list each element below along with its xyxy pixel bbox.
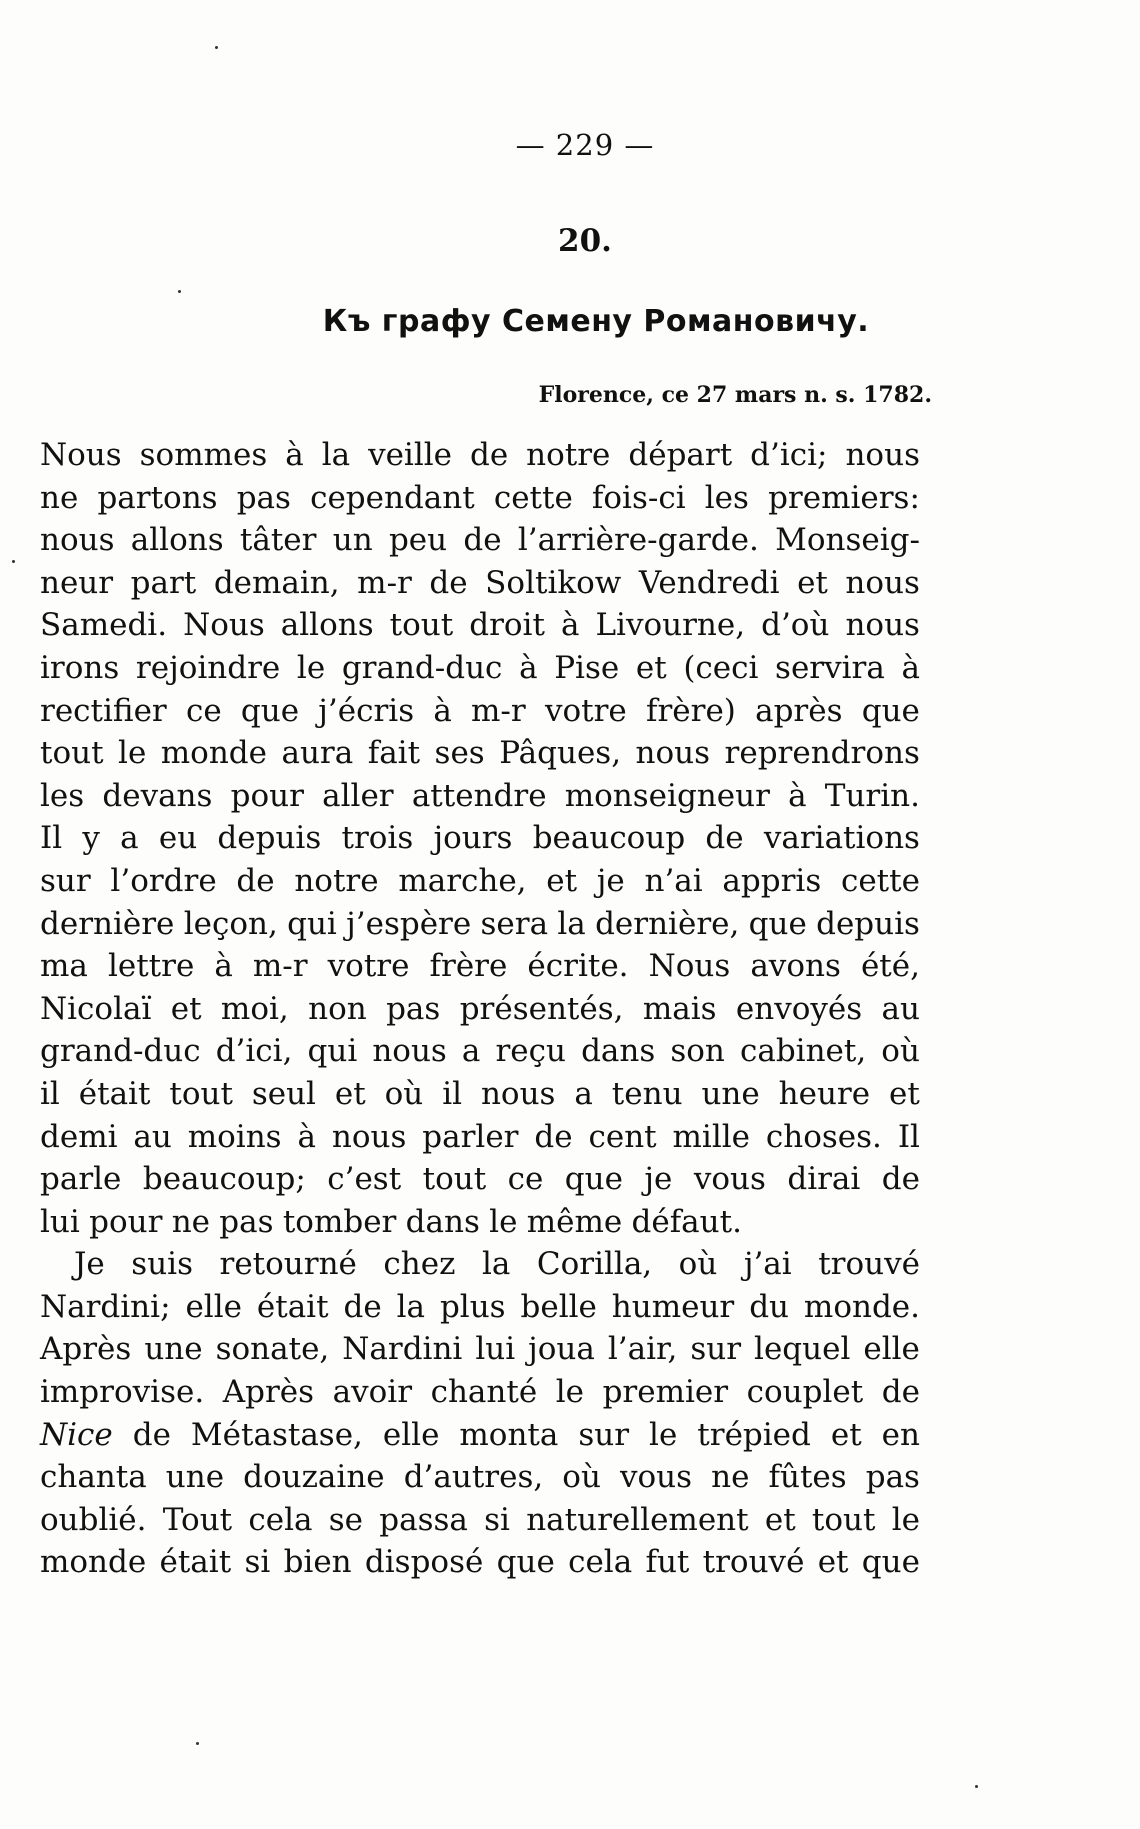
- text-line: irons rejoindre le grand-duc à Pise et (ceci servira à: [40, 649, 920, 686]
- text-line: Nous sommes à la veille de notre départ d’ici; nous: [40, 437, 920, 473]
- letter-dateline: Florence, ce 27 mars n. s. 1782.: [538, 382, 932, 408]
- scan-speck: [215, 46, 218, 49]
- page-number: — 229 —: [515, 128, 655, 162]
- text-line: Samedi. Nous allons tout droit à Livourne, d’où nous: [40, 607, 920, 644]
- letter-addressee: Къ графу Семену Романовичу.: [322, 304, 870, 339]
- text-line: Nardini; elle était de la plus belle humeur du monde.: [40, 1288, 920, 1325]
- letter-number: 20.: [558, 223, 612, 259]
- text-line: demi au moins à nous parler de cent mille choses. Il: [40, 1118, 920, 1155]
- text-line: il était tout seul et où il nous a tenu une heure et: [40, 1075, 920, 1112]
- text-line: sur l’ordre de notre marche, et je n’ai appris cette: [40, 862, 920, 899]
- text-line: chanta une douzaine d’autres, où vous ne fûtes pas: [40, 1459, 920, 1496]
- text-line: grand-duc d’ici, qui nous a reçu dans son cabinet, où: [40, 1033, 920, 1070]
- scan-speck: [12, 560, 15, 563]
- text-line: Après une sonate, Nardini lui joua l’air, sur lequel elle: [40, 1331, 920, 1368]
- text-line: Il y a eu depuis trois jours beaucoup de variations: [40, 820, 920, 857]
- text-line: Nicolaï et moi, non pas présentés, mais envoyés au: [40, 990, 920, 1027]
- text-line: improvise. Après avoir chanté le premier couplet de: [40, 1374, 920, 1411]
- scan-speck: [178, 290, 181, 293]
- scan-speck: [196, 1742, 199, 1745]
- text-line: dernière leçon, qui j’espère sera la dernière, que depuis: [40, 905, 920, 942]
- text-line: oublié. Tout cela se passa si naturellement et tout le: [40, 1501, 920, 1538]
- text-line: nous allons tâter un peu de l’arrière-garde. Monseig-: [40, 522, 920, 559]
- letter-body: [40, 434, 920, 1584]
- text-line: lui pour ne pas tomber dans le même défaut.: [40, 1203, 742, 1240]
- text-line: parle beaucoup; c’est tout ce que je vous dirai de: [40, 1161, 920, 1198]
- text-line: ma lettre à m-r votre frère écrite. Nous avons été,: [40, 948, 920, 985]
- text-line: rectifier ce que j’écris à m-r votre frère) après que: [40, 692, 920, 729]
- text-line: Nice de Métastase, elle monta sur le trépied et en: [40, 1416, 920, 1453]
- text-line: monde était si bien disposé que cela fut trouvé et que: [40, 1544, 920, 1581]
- text-line: ne partons pas cependant cette fois-ci les premiers:: [40, 479, 920, 516]
- text-line: Je suis retourné chez la Corilla, où j’ai trouvé: [74, 1246, 920, 1283]
- scan-speck: [975, 1785, 978, 1788]
- text-line: tout le monde aura fait ses Pâques, nous reprendrons: [40, 735, 920, 772]
- text-line: les devans pour aller attendre monseigneur à Turin.: [40, 777, 920, 814]
- text-line: neur part demain, m-r de Soltikow Vendredi et nous: [40, 564, 920, 601]
